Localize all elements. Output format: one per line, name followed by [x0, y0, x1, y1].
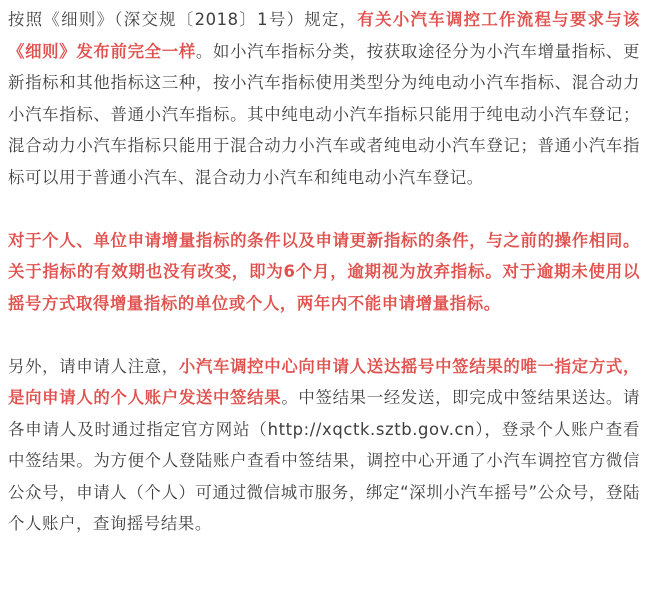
paragraph-notice-intro: 另外，请申请人注意， [8, 356, 179, 376]
paragraph-conditions-text: 对于个人、单位申请增量指标的条件以及申请更新指标的条件，与之前的操作相同。关于指标的有效期也没有改变，即为6个月，逾期视为放弃指标。对于逾期未使用以摇号方式取得增量指标的单位或个人，两年内不能申请增量指标。 [8, 230, 640, 313]
article-body [8, 4, 640, 540]
paragraph-rules-highlight: 有关小汽车调控工作流程与要求与该《细则》发布前完全一样 [8, 10, 641, 61]
paragraph-rules [8, 4, 640, 193]
paragraph-notice [8, 351, 640, 540]
paragraph-notice-rest: 。中签结果一经发送，即完成中签结果送达。请各申请人及时通过指定官方网站（http://xqctk.sztb.gov.cn），登录个人账户查看中签结果。为方便个人登陆账户查看中签结果，调控中心开通了小汽车调控官方微信公众号，申请人（个人）可通过微信城市服务，绑定“深圳小汽车摇号”公众号，登陆个人账户，查询摇号结果。 [8, 388, 640, 533]
paragraph-rules-rest: 。如小汽车指标分类，按获取途径分为小汽车增量指标、更新指标和其他指标这三种，按小汽车指标使用类型分为纯电动小汽车指标、混合动力小汽车指标、普通小汽车指标。其中纯电动小汽车指标只能用于纯电动小汽车登记；混合动力小汽车指标只能用于混合动力小汽车或者纯电动小汽车登记；普通小汽车指标可以用于普通小汽车、混合动力小汽车和纯电动小汽车登记。 [8, 41, 640, 187]
paragraph-notice-highlight: 小汽车调控中心向申请人送达摇号中签结果的唯一指定方式，是向申请人的个人账户发送中签结果 [8, 356, 641, 407]
paragraph-rules-intro: 按照《细则》（深交规〔2018〕1号）规定， [8, 10, 358, 29]
paragraph-conditions [8, 225, 640, 320]
